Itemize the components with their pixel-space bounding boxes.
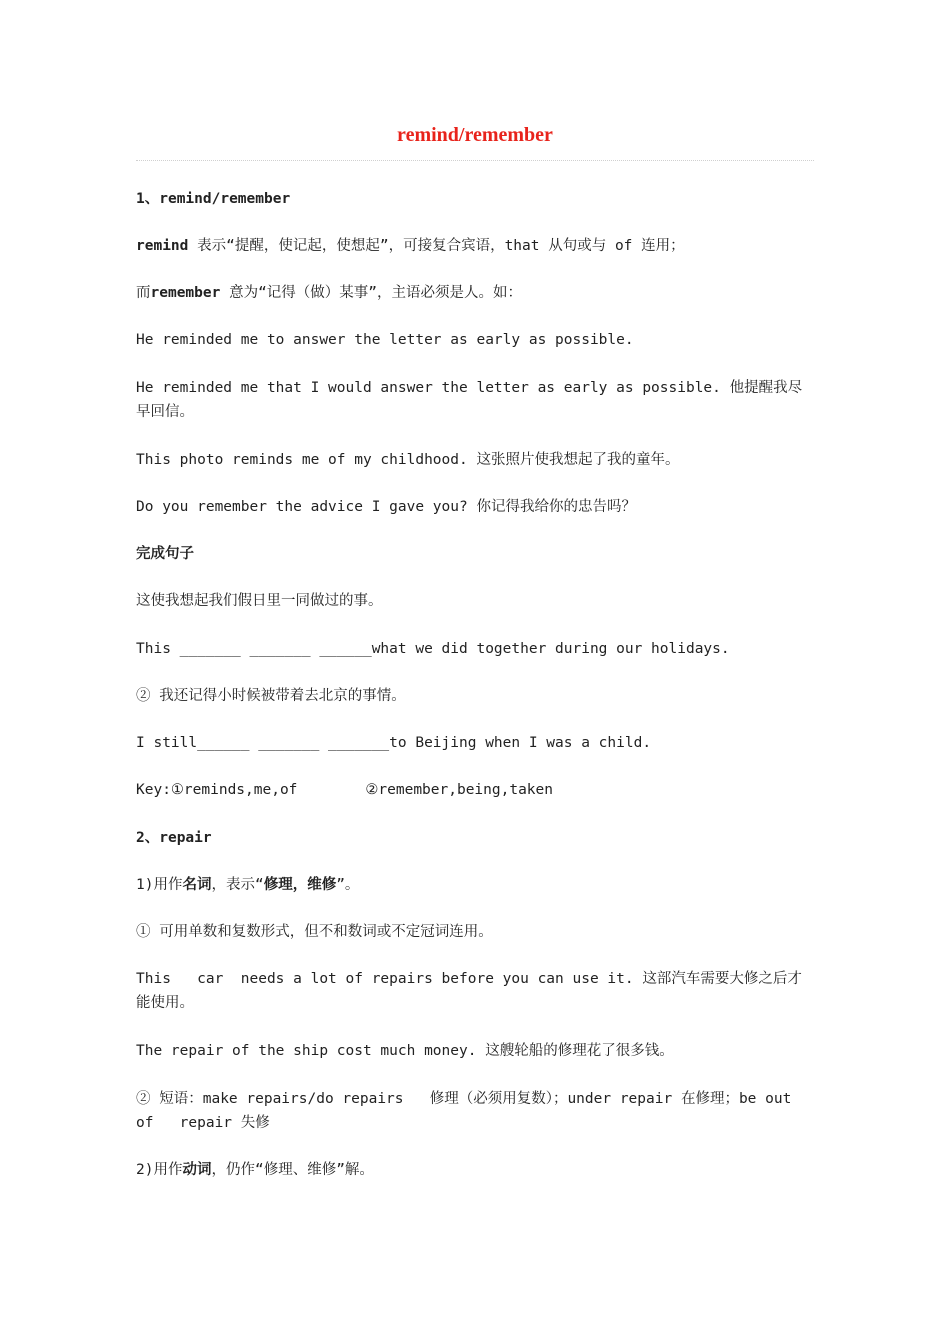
exercise-2-blank-sentence: I still______ _______ _______to Beijing when I was a child. <box>136 735 652 751</box>
noun-usage-prefix: 1)用作 <box>136 877 183 893</box>
answer-key-1: Key:①reminds,me,of <box>136 782 298 798</box>
exercise-1-blank-sentence: This _______ _______ ______what we did together during our holidays. <box>136 641 730 657</box>
noun-usage-heading <box>136 873 814 897</box>
example-sentence-6: The repair of the ship cost much money. 这艘轮船的修理花了很多钱。 <box>136 1043 674 1059</box>
remember-prefix: 而 <box>136 285 151 301</box>
noun-usage-rule: ① 可用单数和复数形式，但不和数词或不定冠词连用。 <box>136 924 493 940</box>
verb-usage-prefix: 2)用作 <box>136 1162 183 1178</box>
exercise-heading: 完成句子 <box>136 546 194 562</box>
remember-definition <box>136 281 814 305</box>
title-divider <box>136 160 814 161</box>
exercise-2-chinese: ② 我还记得小时候被带着去北京的事情。 <box>136 688 406 704</box>
remind-meaning: 表示“提醒，使记起，使想起”，可接复合宾语，that 从句或与 of 连用； <box>188 238 685 254</box>
example-sentence-2: He reminded me that I would answer the letter as early as possible. 他提醒我尽早回信。 <box>136 380 803 420</box>
phrase-list: ② 短语：make repairs/do repairs 修理（必须用复数）；under repair 在修理；be out of repair 失修 <box>136 1091 801 1131</box>
noun-usage-end: ”。 <box>336 877 360 893</box>
section-2-heading: 2、repair <box>136 830 212 846</box>
verb-usage-rest: ，仍作“修理、维修”解。 <box>211 1162 374 1178</box>
exercise-1-chinese: 这使我想起我们假日里一同做过的事。 <box>136 593 383 609</box>
noun-term: 名词 <box>182 877 212 893</box>
remind-definition <box>136 234 814 258</box>
noun-meaning: 修理，维修 <box>263 877 337 893</box>
remind-term: remind <box>136 238 189 254</box>
section-1-heading: 1、remind/remember <box>136 191 291 207</box>
answer-key-2: ②remember,being,taken <box>365 782 553 798</box>
remember-term: remember <box>150 285 221 301</box>
verb-usage-heading <box>136 1158 814 1182</box>
verb-term: 动词 <box>182 1162 212 1178</box>
example-sentence-4: Do you remember the advice I gave you? 你记得我给你的忠告吗？ <box>136 499 636 515</box>
example-sentence-1: He reminded me to answer the letter as early as possible. <box>136 332 634 348</box>
page-title: remind/remember <box>397 124 553 146</box>
answer-key <box>136 778 814 802</box>
noun-usage-mid: ，表示“ <box>211 877 264 893</box>
remember-meaning: 意为“记得（做）某事”，主语必须是人。如： <box>220 285 523 301</box>
example-sentence-3: This photo reminds me of my childhood. 这张照片使我想起了我的童年。 <box>136 452 680 468</box>
example-sentence-5: This car needs a lot of repairs before you can use it. 这部汽车需要大修之后才能使用。 <box>136 971 802 1011</box>
